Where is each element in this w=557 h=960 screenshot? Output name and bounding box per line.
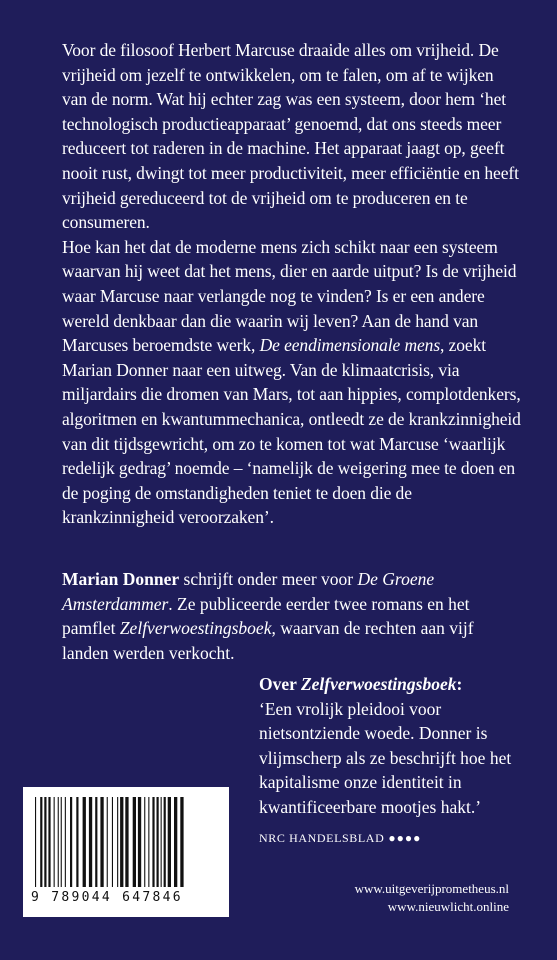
bio-text-3: , waarvan de rechten aan vijf landen werden verkocht.: [62, 618, 474, 663]
barcode-bar: [112, 797, 113, 887]
author-bio: [62, 567, 522, 665]
barcode-bar: [107, 797, 108, 887]
barcode: [23, 787, 229, 917]
rating-dots: ●●●●: [388, 830, 422, 845]
barcode-bar: [133, 797, 136, 887]
barcode-bar: [83, 797, 86, 887]
barcode-bar: [95, 797, 97, 887]
barcode-bar: [40, 797, 42, 887]
barcode-bar: [76, 797, 78, 887]
barcode-bar: [58, 797, 59, 887]
barcode-bar: [125, 797, 128, 887]
blurb-paragraph-2-start: Hoe kan het dat de moderne mens zich schikt naar een systeem waarvan hij weet dat het mens, dier en aarde uitput? Is de vrijheid waar Marcuse naar verlangde nog te vinden? Is er een andere wereld denkbaar dan die waarin wij leven? Aan de hand van Marcuses beroemdste werk,: [62, 236, 517, 356]
barcode-bar: [54, 797, 55, 887]
barcode-bar: [161, 797, 162, 887]
barcode-bar: [70, 797, 72, 887]
barcode-bar: [144, 797, 145, 887]
barcode-bar: [174, 797, 177, 887]
blurb-paragraph-1: Voor de filosoof Herbert Marcuse draaide alles om vrijheid. De vrijheid om jezelf te ontwikkelen, om te falen, om af te wijken van de norm. Wat hij echter zag was een systeem, door hem ‘het technologisch productieapparaat’ genoemd, dat ons steeds meer reduceert tot raderen in de machine. Het apparaat jaagt op, geeft nooit rust, dwingt tot meer productiviteit, meer efficiëntie en heeft vrijheid gereduceerd tot de vrijheid om te produceren en te consumeren.: [62, 40, 519, 233]
barcode-bar: [180, 797, 183, 887]
magazine-name: De Groene Amsterdammer: [62, 569, 435, 614]
barcode-bar: [157, 797, 159, 887]
barcode-bar: [61, 797, 62, 887]
author-name: Marian Donner: [62, 569, 180, 589]
bio-text-1: schrijft onder meer voor: [179, 569, 358, 589]
barcode-bar: [148, 797, 149, 887]
barcode-bar: [44, 797, 46, 887]
review-quote: [259, 672, 529, 850]
barcode-bars: [31, 797, 221, 889]
review-source: [259, 826, 529, 851]
blurb-paragraph-2: [62, 235, 522, 530]
barcode-bar: [120, 797, 123, 887]
barcode-bar: [48, 797, 50, 887]
book-title-reference: De eendimensionale mens: [259, 335, 441, 356]
review-book-title: Zelfverwoestingsboek: [300, 674, 457, 694]
isbn-number: 9 789044 647846: [31, 890, 183, 905]
barcode-bar: [117, 797, 118, 887]
barcode-bar: [65, 797, 66, 887]
publisher-urls: [355, 880, 509, 916]
barcode-bar: [152, 797, 154, 887]
imprint-url: www.nieuwlicht.online: [387, 899, 509, 914]
review-source-name: NRC HANDELSBLAD: [259, 830, 385, 845]
blurb: [62, 38, 522, 530]
pamphlet-title: Zelfverwoestingsboek: [119, 618, 272, 639]
barcode-bar: [100, 797, 103, 887]
bio-text-2: . Ze publiceerde eerder twee romans en het pamflet: [62, 593, 470, 639]
blurb-paragraph-2-end: , zoekt Marian Donner naar een uitweg. Van de klimaatcrisis, via miljardairs die dromen van Mars, tot aan hippies, complotdenkers, algoritmen en kwantummechanica, ontleedt ze de krankzinnigheid van dit tijdsgewricht, om zo te komen tot wat Marcuse ‘waarlijk redelijk gedrag’ noemde – ‘namelijk de weigering mee te doen en de poging de omstandigheden teniet te doen die de krankzinnigheid veroorzaken’.: [62, 335, 521, 528]
barcode-bar: [164, 797, 166, 887]
review-text: ‘Een vrolijk pleidooi voor nietsontziende woede. Donner is vlijmscherp als ze beschrijft hoe het kapitalisme onze identiteit in kwantificeerbare mootjes hakt.’: [259, 698, 512, 817]
review-heading-colon: :: [456, 674, 463, 694]
barcode-bar: [138, 797, 141, 887]
barcode-bar: [35, 797, 36, 887]
barcode-bar: [168, 797, 171, 887]
review-heading: [259, 672, 529, 697]
barcode-bar: [89, 797, 92, 887]
publisher-url: www.uitgeverijprometheus.nl: [354, 881, 509, 896]
review-heading-prefix: Over: [259, 674, 301, 694]
